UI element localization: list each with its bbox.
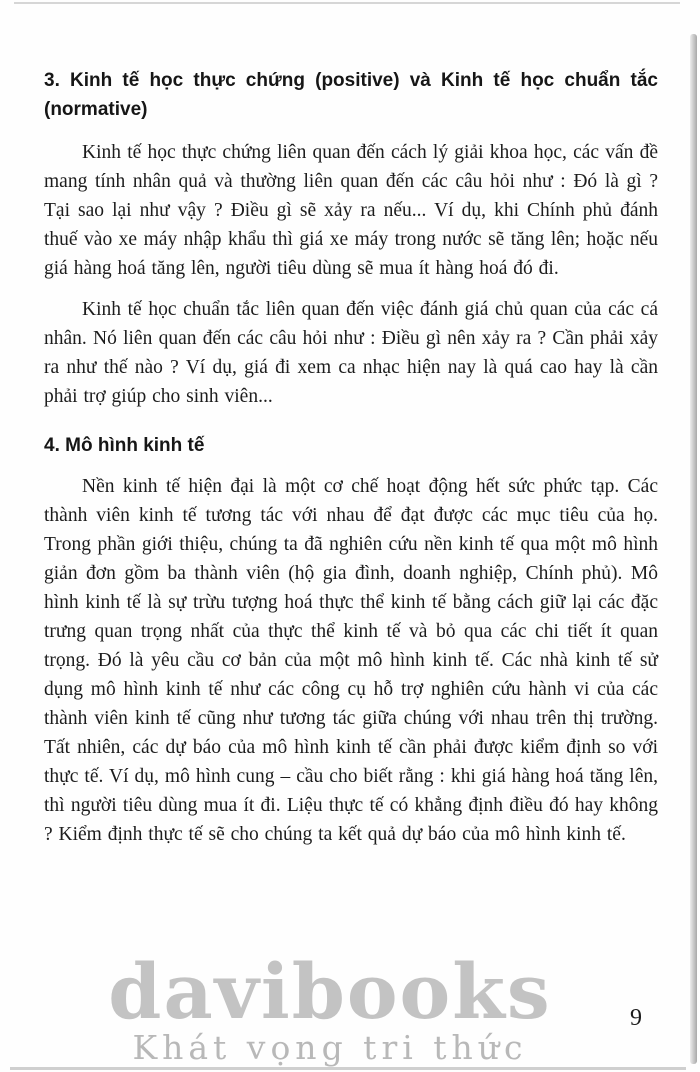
page-number: 9 [630, 1005, 642, 1031]
scan-edge-right [690, 34, 697, 1064]
watermark [0, 947, 660, 1068]
scan-edge-top [14, 2, 680, 4]
page-content [44, 66, 658, 861]
scan-edge-bottom [10, 1067, 686, 1070]
section-4-heading: 4. Mô hình kinh tế [44, 435, 205, 456]
watermark-brand: davibooks [108, 947, 552, 1036]
section-3-heading: 3. Kinh tế học thực chứng (positive) và Kinh tế học chuẩn tắc (normative) [44, 70, 658, 120]
paragraph-positive-economics: Kinh tế học thực chứng liên quan đến cách lý giải khoa học, các vấn đề mang tính nhân quả và thường liên quan đến các câu hỏi như : Đó là gì ? Tại sao lại như vậy ? Điều gì sẽ xảy ra nếu... Ví dụ, khi Chính phủ đánh thuế vào xe máy nhập khẩu thì giá xe máy trong nước sẽ tăng lên; hoặc nếu giá hàng hoá tăng lên, người tiêu dùng sẽ mua ít hàng hoá đó đi. [44, 142, 658, 279]
paragraph-normative-economics: Kinh tế học chuẩn tắc liên quan đến việc đánh giá chủ quan của các cá nhân. Nó liên quan đến các câu hỏi như : Điều gì nên xảy ra ? Cần phải xảy ra như thế nào ? Ví dụ, giá đi xem ca nhạc hiện nay là quá cao hay là cần phải trợ giúp cho sinh viên... [44, 299, 658, 407]
paragraph-economic-model: Nền kinh tế hiện đại là một cơ chế hoạt động hết sức phức tạp. Các thành viên kinh tế tương tác với nhau để đạt được các mục tiêu của họ. Trong phần giới thiệu, chúng ta đã nghiên cứu nền kinh tế qua một mô hình giản đơn gồm ba thành viên (hộ gia đình, doanh nghiệp, Chính phủ). Mô hình kinh tế là sự trừu tượng hoá thực thể kinh tế bằng cách giữ lại các đặc trưng quan trọng nhất của thực thể kinh tế và bỏ qua các chi tiết ít quan trọng. Đó là yêu cầu cơ bản của một mô hình kinh tế. Các nhà kinh tế sử dụng mô hình kinh tế như các công cụ hỗ trợ nghiên cứu hành vi của các thành viên kinh tế cũng như tương tác giữa chúng với nhau trên thị trường. Tất nhiên, các dự báo của mô hình kinh tế cần phải được kiểm định so với thực tế. Ví dụ, mô hình cung – cầu cho biết rằng : khi giá hàng hoá tăng lên, thì người tiêu dùng mua ít đi. Liệu thực tế có khẳng định điều đó hay không ? Kiểm định thực tế sẽ cho chúng ta kết quả dự báo của mô hình kinh tế. [44, 476, 658, 845]
watermark-slogan: Khát vọng tri thức [132, 1028, 528, 1067]
